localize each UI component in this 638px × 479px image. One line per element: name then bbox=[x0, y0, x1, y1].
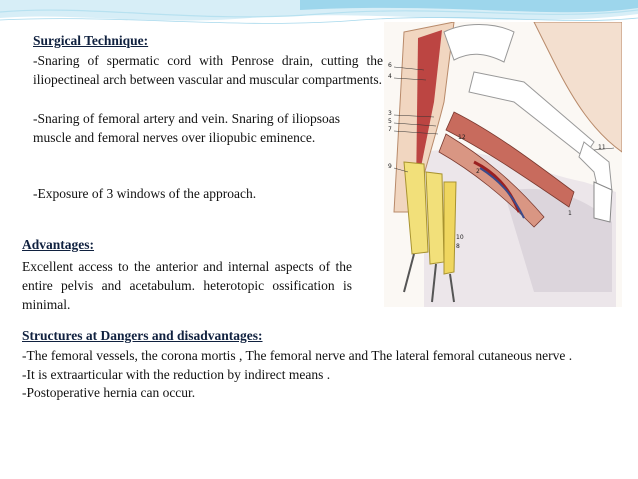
figure-label-7: 7 bbox=[388, 126, 392, 133]
technique-paragraph-1: -Snaring of spermatic cord with Penrose drain, cutting the iliopectineal arch between vascular and muscular compartments. bbox=[33, 53, 383, 87]
dangers-heading: Structures at Dangers and disadvantages: bbox=[22, 328, 263, 343]
technique-paragraph-3: -Exposure of 3 windows of the approach. bbox=[33, 186, 257, 201]
figure-label-8: 8 bbox=[456, 243, 460, 250]
figure-label-2: 2 bbox=[476, 168, 480, 175]
figure-label-4: 4 bbox=[388, 73, 392, 80]
advantages-heading: Advantages: bbox=[22, 237, 95, 252]
dangers-list bbox=[22, 347, 602, 403]
dangers-item-2: -It is extraarticular with the reduction by indirect means . bbox=[22, 366, 331, 382]
anatomy-drawing bbox=[384, 22, 622, 307]
surgical-technique-heading: Surgical Technique: bbox=[33, 33, 149, 48]
figure-label-9: 9 bbox=[388, 163, 392, 170]
anatomical-illustration bbox=[384, 22, 622, 307]
figure-label-10: 10 bbox=[456, 234, 464, 241]
dangers-item-3: -Postoperative hernia can occur. bbox=[22, 385, 196, 400]
figure-label-6: 6 bbox=[388, 62, 392, 69]
dangers-item-1: -The femoral vessels, the corona mortis , The femoral nerve and The lateral femoral cutaneous nerve . bbox=[22, 348, 573, 363]
figure-label-11: 11 bbox=[598, 144, 606, 151]
figure-label-3: 3 bbox=[388, 110, 392, 117]
figure-label-12: 12 bbox=[458, 134, 466, 141]
advantages-text: Excellent access to the anterior and internal aspects of the entire pelvis and acetabulum. heterotopic ossification is minimal. bbox=[22, 259, 352, 312]
figure-label-1: 1 bbox=[568, 210, 572, 217]
technique-paragraph-2: -Snaring of femoral artery and vein. Snaring of iliopsoas muscle and femoral nerves over iliopubic eminence. bbox=[33, 111, 340, 145]
figure-label-5: 5 bbox=[388, 118, 392, 125]
